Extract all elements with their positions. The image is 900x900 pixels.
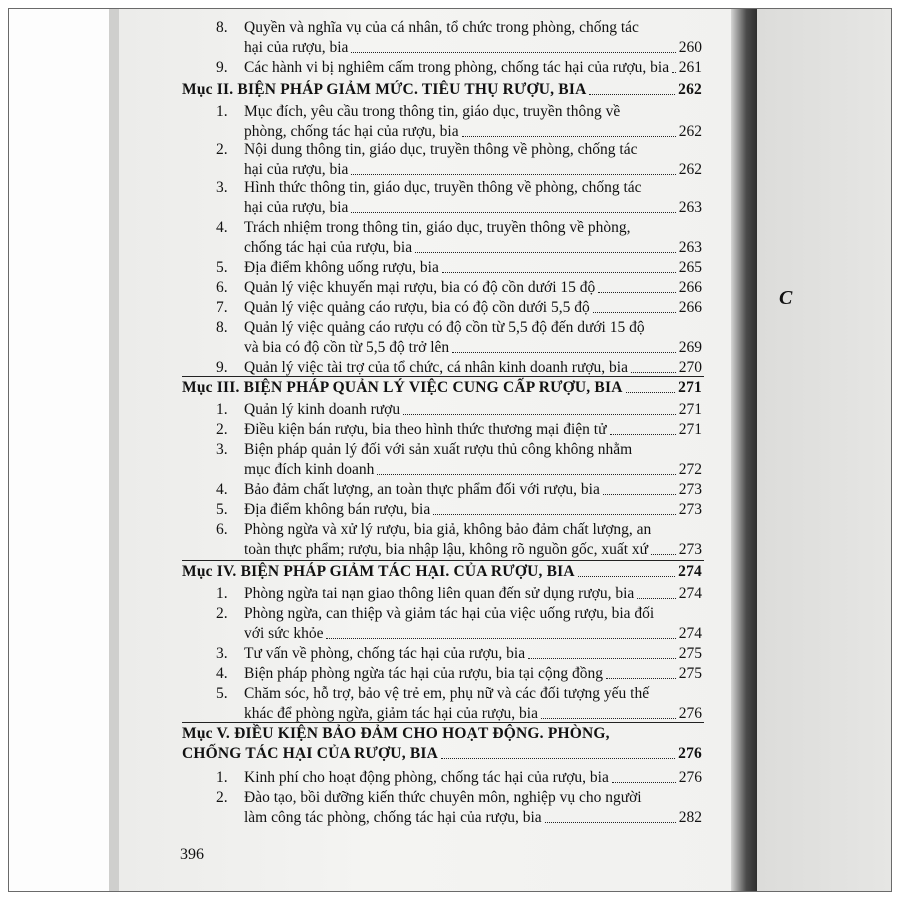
- entry-page: 276: [678, 745, 702, 762]
- entry-text: Mục IV. BIỆN PHÁP GIẢM TÁC HẠI. CỦA RƯỢU, BIA: [182, 563, 575, 580]
- dot-leader: [631, 372, 676, 373]
- toc-entry: [216, 218, 702, 238]
- toc-entry: [216, 520, 702, 540]
- entry-page: 271: [678, 401, 702, 418]
- entry-text: Kinh phí cho hoạt động phòng, chống tác hại của rượu, bia: [244, 769, 609, 786]
- entry-text: hại của rượu, bia: [244, 161, 349, 178]
- entry-number: 5.: [216, 501, 228, 518]
- toc-entry: [216, 102, 702, 122]
- entry-text: Địa điểm không uống rượu, bia: [244, 259, 439, 276]
- entry-page: 262: [678, 161, 702, 178]
- entry-page: 276: [678, 705, 702, 722]
- toc-entry: [216, 460, 702, 480]
- entry-text: toàn thực phẩm; rượu, bia nhập lậu, không rõ nguồn gốc, xuất xứ: [244, 541, 649, 558]
- entry-page: 273: [678, 481, 702, 498]
- entry-text: Mục đích, yêu cầu trong thông tin, giáo dục, truyền thông về: [244, 103, 621, 120]
- dot-leader: [606, 678, 676, 679]
- entry-number: 4.: [216, 665, 228, 682]
- dot-leader: [442, 272, 676, 273]
- toc-entry: [216, 420, 702, 440]
- entry-text: Phòng ngừa và xử lý rượu, bia giả, không bảo đảm chất lượng, an: [244, 521, 652, 538]
- entry-text: CHỐNG TÁC HẠI CỦA RƯỢU, BIA: [182, 745, 439, 762]
- entry-number: 8.: [216, 19, 228, 36]
- toc-entry: [216, 278, 702, 298]
- toc-entry: [216, 122, 702, 142]
- dot-leader: [433, 514, 676, 515]
- toc-entry: [216, 178, 702, 198]
- entry-page: 266: [678, 299, 702, 316]
- entry-text: hại của rượu, bia: [244, 39, 349, 56]
- toc-entry: [216, 238, 702, 258]
- dot-leader: [452, 352, 676, 353]
- toc-entry: [216, 664, 702, 684]
- entry-text: Mục II. BIỆN PHÁP GIẢM MỨC. TIÊU THỤ RƯỢU, BIA: [182, 81, 587, 98]
- section-heading: [182, 80, 702, 100]
- entry-page: 271: [678, 421, 702, 438]
- toc-entry: [216, 540, 702, 560]
- toc-entry: [216, 258, 702, 278]
- entry-text: mục đích kinh doanh: [244, 461, 375, 478]
- toc-entry: [216, 808, 702, 828]
- entry-text: làm công tác phòng, chống tác hại của rượu, bia: [244, 809, 542, 826]
- entry-number: 3.: [216, 179, 228, 196]
- toc-entry: [216, 768, 702, 788]
- dot-leader: [351, 174, 675, 175]
- toc-entry: [216, 684, 702, 704]
- toc-entry: [216, 440, 702, 460]
- section-heading: [182, 562, 702, 582]
- rule-before-muc-iii: [182, 376, 704, 377]
- entry-number: 3.: [216, 441, 228, 458]
- entry-text: với sức khỏe: [244, 625, 324, 642]
- toc-entry: [216, 358, 702, 378]
- entry-page: 274: [678, 625, 702, 642]
- entry-page: 275: [678, 665, 702, 682]
- entry-text: Quyền và nghĩa vụ của cá nhân, tổ chức trong phòng, chống tác: [244, 19, 639, 36]
- entry-text: và bia có độ cồn từ 5,5 độ trở lên: [244, 339, 450, 356]
- dot-leader: [598, 292, 675, 293]
- entry-text: Quản lý việc tài trợ của tổ chức, cá nhân kinh doanh rượu, bia: [244, 359, 628, 376]
- entry-number: 9.: [216, 359, 228, 376]
- entry-number: 1.: [216, 103, 228, 120]
- entry-page: 276: [678, 769, 702, 786]
- dot-leader: [603, 494, 676, 495]
- entry-number: 2.: [216, 141, 228, 158]
- entry-page: 261: [678, 59, 702, 76]
- toc-entry: [216, 604, 702, 624]
- entry-text: Tư vấn về phòng, chống tác hại của rượu, bia: [244, 645, 526, 662]
- rule-before-muc-iv: [182, 560, 704, 561]
- toc-entry: [216, 140, 702, 160]
- entry-text: Hình thức thông tin, giáo dục, truyền thông về phòng, chống tác: [244, 179, 642, 196]
- dot-leader: [610, 434, 676, 435]
- entry-text: Phòng ngừa, can thiệp và giảm tác hại của việc uống rượu, bia đối: [244, 605, 655, 622]
- entry-number: 3.: [216, 645, 228, 662]
- toc-entry: [216, 644, 702, 664]
- entry-text: Chăm sóc, hỗ trợ, bảo vệ trẻ em, phụ nữ và các đối tượng yếu thế: [244, 685, 650, 702]
- dot-leader: [462, 136, 676, 137]
- entry-number: 6.: [216, 279, 228, 296]
- dot-leader: [637, 598, 675, 599]
- entry-text: Địa điểm không bán rượu, bia: [244, 501, 431, 518]
- entry-number: 1.: [216, 769, 228, 786]
- toc-entry: [216, 298, 702, 318]
- toc-entry: [216, 400, 702, 420]
- toc-entry: [216, 500, 702, 520]
- entry-number: 7.: [216, 299, 228, 316]
- section-heading: [182, 744, 702, 764]
- entry-number: 4.: [216, 219, 228, 236]
- section-heading: [182, 724, 702, 744]
- dot-leader: [651, 554, 676, 555]
- rule-before-muc-v: [182, 722, 704, 723]
- entry-text: khác để phòng ngừa, giảm tác hại của rượu, bia: [244, 705, 538, 722]
- entry-page: 271: [678, 379, 702, 396]
- dot-leader: [589, 94, 675, 95]
- facing-page-letter: C: [779, 287, 793, 309]
- dot-leader: [545, 822, 676, 823]
- entry-page: 282: [678, 809, 702, 826]
- entry-page: 265: [678, 259, 702, 276]
- entry-page: 262: [678, 123, 702, 140]
- entry-text: Mục V. ĐIỀU KIỆN BẢO ĐẢM CHO HOẠT ĐỘNG. PHÒNG,: [182, 725, 610, 742]
- toc-entry: [216, 788, 702, 808]
- entry-text: Mục III. BIỆN PHÁP QUẢN LÝ VIỆC CUNG CẤP RƯỢU, BIA: [182, 379, 623, 396]
- dot-leader: [626, 392, 676, 393]
- entry-text: phòng, chống tác hại của rượu, bia: [244, 123, 459, 140]
- entry-number: 2.: [216, 789, 228, 806]
- entry-text: Quản lý việc quảng cáo rượu có độ cồn từ 5,5 độ đến dưới 15 độ: [244, 319, 645, 336]
- dot-leader: [403, 414, 676, 415]
- entry-text: Điều kiện bán rượu, bia theo hình thức thương mại điện tử: [244, 421, 607, 438]
- section-heading: [182, 378, 702, 398]
- entry-page: 260: [678, 39, 702, 56]
- entry-number: 5.: [216, 259, 228, 276]
- toc-entry: [216, 624, 702, 644]
- dot-leader: [612, 782, 676, 783]
- entry-text: Các hành vi bị nghiêm cấm trong phòng, chống tác hại của rượu, bia: [244, 59, 670, 76]
- entry-number: 2.: [216, 421, 228, 438]
- toc-entry: [216, 58, 702, 78]
- entry-text: Trách nhiệm trong thông tin, giáo dục, truyền thông về phòng,: [244, 219, 631, 236]
- entry-page: 272: [678, 461, 702, 478]
- entry-number: 1.: [216, 585, 228, 602]
- dot-leader: [351, 52, 675, 53]
- dot-leader: [578, 576, 675, 577]
- dot-leader: [528, 658, 676, 659]
- toc-entry: [216, 704, 702, 724]
- entry-text: Phòng ngừa tai nạn giao thông liên quan đến sử dụng rượu, bia: [244, 585, 635, 602]
- toc-entry: [216, 480, 702, 500]
- dot-leader: [415, 252, 676, 253]
- entry-page: 269: [678, 339, 702, 356]
- entry-page: 275: [678, 645, 702, 662]
- entry-page: 274: [678, 563, 702, 580]
- toc-entry: [216, 318, 702, 338]
- dot-leader: [672, 72, 676, 73]
- dot-leader: [441, 758, 675, 759]
- facing-page: [757, 9, 892, 892]
- page-number: 396: [180, 846, 204, 863]
- entry-number: 6.: [216, 521, 228, 538]
- entry-text: Quản lý việc quảng cáo rượu, bia có độ cồn dưới 5,5 độ: [244, 299, 590, 316]
- dot-leader: [593, 312, 676, 313]
- entry-number: 4.: [216, 481, 228, 498]
- entry-text: hại của rượu, bia: [244, 199, 349, 216]
- entry-number: 8.: [216, 319, 228, 336]
- entry-number: 2.: [216, 605, 228, 622]
- entry-text: Nội dung thông tin, giáo dục, truyền thông về phòng, chống tác: [244, 141, 638, 158]
- entry-page: 270: [678, 359, 702, 376]
- dot-leader: [541, 718, 676, 719]
- entry-page: 266: [678, 279, 702, 296]
- entry-page: 263: [678, 239, 702, 256]
- entry-text: chống tác hại của rượu, bia: [244, 239, 413, 256]
- dot-leader: [326, 638, 675, 639]
- entry-text: Quản lý kinh doanh rượu: [244, 401, 401, 418]
- entry-text: Bảo đảm chất lượng, an toàn thực phẩm đối với rượu, bia: [244, 481, 600, 498]
- entry-page: 273: [678, 541, 702, 558]
- book-gutter: [731, 9, 759, 892]
- entry-page: 273: [678, 501, 702, 518]
- entry-page: 262: [678, 81, 702, 98]
- entry-text: Biện pháp quản lý đối với sản xuất rượu thủ công không nhằm: [244, 441, 633, 458]
- dot-leader: [377, 474, 675, 475]
- entry-number: 9.: [216, 59, 228, 76]
- entry-text: Quản lý việc khuyến mại rượu, bia có độ cồn dưới 15 độ: [244, 279, 596, 296]
- entry-number: 5.: [216, 685, 228, 702]
- toc-entry: [216, 338, 702, 358]
- entry-number: 1.: [216, 401, 228, 418]
- entry-text: Biện pháp phòng ngừa tác hại của rượu, bia tại cộng đồng: [244, 665, 604, 682]
- toc-entry: [216, 584, 702, 604]
- toc-entry: [216, 198, 702, 218]
- entry-page: 263: [678, 199, 702, 216]
- toc-entry: [216, 160, 702, 180]
- entry-page: 274: [678, 585, 702, 602]
- toc-entry: [216, 38, 702, 58]
- toc-entry: [216, 18, 702, 38]
- dot-leader: [351, 212, 675, 213]
- entry-text: Đào tạo, bồi dưỡng kiến thức chuyên môn, nghiệp vụ cho người: [244, 789, 642, 806]
